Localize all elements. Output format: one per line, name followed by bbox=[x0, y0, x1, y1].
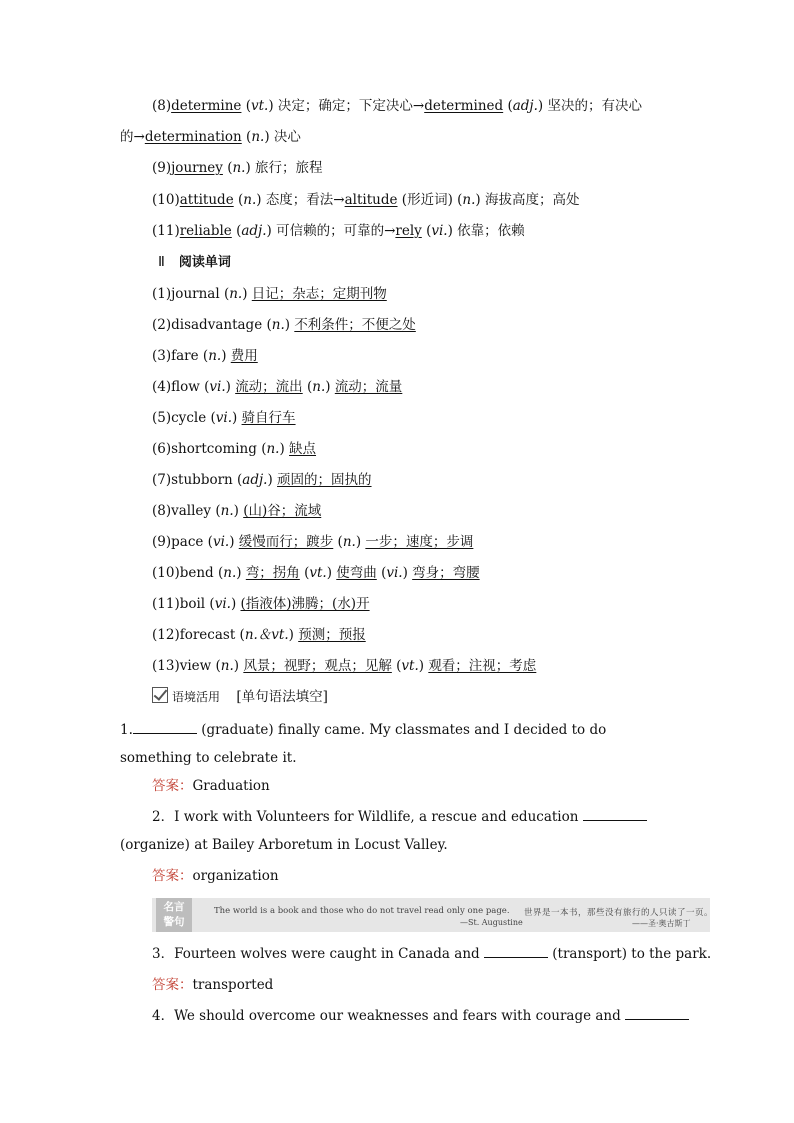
reading-item: (11)boil (vi.) (指液体)沸腾；(水)开 bbox=[152, 596, 370, 612]
vocab-item-10: (10)attitude (n.) 态度；看法→altitude (形近词) (n.) 海拔高度；高处 bbox=[152, 192, 580, 208]
answer-1: 答案：Graduation bbox=[152, 778, 270, 794]
answer-3: 答案：transported bbox=[152, 977, 274, 993]
quote-chinese: 世界是一本书，那些没有旅行的人只读了一页。 bbox=[524, 908, 714, 918]
reading-item: (7)stubborn (adj.) 顽固的；固执的 bbox=[152, 472, 372, 488]
reading-item: (6)shortcoming (n.) 缺点 bbox=[152, 441, 317, 457]
question-4: 4．We should overcome our weaknesses and fears with courage and bbox=[152, 1006, 689, 1026]
checkbox-pen-icon bbox=[152, 687, 168, 703]
reading-item: (5)cycle (vi.) 骑自行车 bbox=[152, 410, 296, 426]
question-2: 2．I work with Volunteers for Wildlife, a rescue and education (organize) at Bailey Arboretum in Locust Valley. bbox=[120, 803, 674, 859]
reading-item: (12)forecast (n.＆vt.) 预测；预报 bbox=[152, 627, 366, 643]
vocab-item-8: (8)determine (vt.) 决定；确定；下定决心→determined (adj.) 坚决的；有决心 bbox=[152, 98, 642, 114]
reading-item: (4)flow (vi.) 流动；流出 (n.) 流动；流量 bbox=[152, 379, 403, 395]
quote-english-author: —St. Augustine bbox=[460, 918, 523, 927]
reading-item: (2)disadvantage (n.) 不利条件；不便之处 bbox=[152, 317, 416, 333]
reading-item: (1)journal (n.) 日记；杂志；定期刊物 bbox=[152, 286, 387, 302]
context-heading: 语境活用 [单句语法填空] bbox=[152, 687, 328, 707]
answer-blank bbox=[484, 945, 548, 958]
reading-item: (8)valley (n.) (山)谷；流域 bbox=[152, 503, 322, 519]
answer-blank bbox=[133, 721, 197, 734]
reading-item: (13)view (n.) 风景；视野；观点；见解 (vt.) 观看；注视；考虑 bbox=[152, 658, 537, 674]
answer-blank bbox=[625, 1007, 689, 1020]
vocab-item-9: (9)journey (n.) 旅行；旅程 bbox=[152, 160, 323, 176]
famous-quote-banner bbox=[152, 898, 714, 932]
reading-item: (9)pace (vi.) 缓慢而行；踱步 (n.) 一步；速度；步调 bbox=[152, 534, 474, 550]
quote-chinese-author: ——圣·奥古斯丁 bbox=[632, 919, 691, 928]
section-heading: Ⅱ 阅读单词 bbox=[158, 255, 231, 270]
quote-tag: 名言 警句 bbox=[156, 898, 192, 932]
vocab-item-11: (11)reliable (adj.) 可信赖的；可靠的→rely (vi.) 依靠；依赖 bbox=[152, 223, 525, 239]
answer-blank bbox=[583, 808, 647, 821]
reading-item: (10)bend (n.) 弯；拐角 (vt.) 使弯曲 (vi.) 弯身；弯腰 bbox=[152, 565, 480, 581]
quote-english: The world is a book and those who do not travel read only one page. bbox=[214, 906, 510, 916]
question-3: 3．Fourteen wolves were caught in Canada and (transport) to the park. bbox=[152, 946, 712, 962]
reading-item: (3)fare (n.) 费用 bbox=[152, 348, 258, 364]
vocab-item-8-cont: 的→determination (n.) 决心 bbox=[120, 129, 301, 145]
question-1: 1. (graduate) finally came. My classmates and I decided to do something to celebrate it. bbox=[120, 722, 607, 766]
answer-2: 答案：organization bbox=[152, 868, 279, 884]
